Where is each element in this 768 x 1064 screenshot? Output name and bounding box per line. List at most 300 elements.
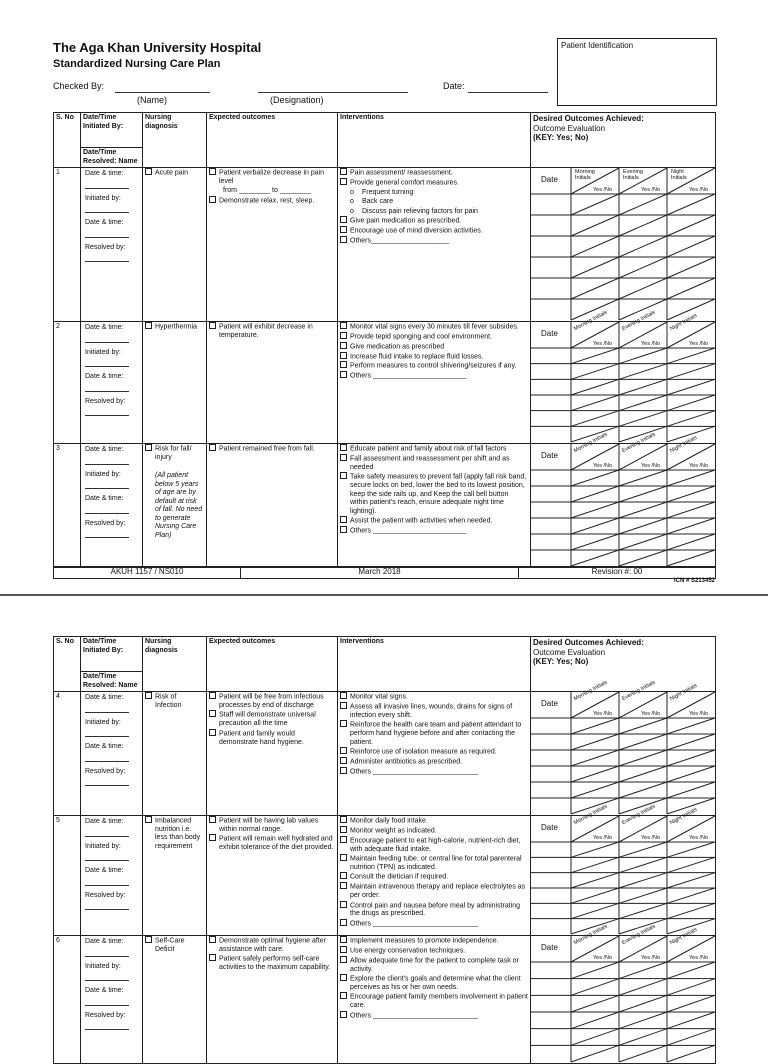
resolved-by-label: Resolved by: [85,767,126,775]
intervention-text: Provide tepid sponging and cool environment. [350,333,493,341]
row-number: 4 [54,692,81,816]
table-row [54,168,716,322]
datetime-field [85,987,140,1006]
grid-line [571,842,619,857]
outcome-item [209,197,335,206]
grid-line [571,873,619,888]
checkbox-icon[interactable] [209,322,216,329]
checkbox-icon[interactable] [145,692,152,699]
table-row [54,936,716,1064]
datetime-field [85,1012,140,1031]
morning-initials-label: Morning Initials [573,803,609,827]
checkbox-icon[interactable] [209,168,216,175]
key-label: (KEY: Yes; No) [533,133,589,142]
outcome-item [209,187,335,196]
evening-initials-label: Evening Initials [623,169,643,181]
intervention-item [340,758,528,767]
grid-line [571,236,619,257]
datetime-resolved-label: Date/Time Resolved: Name [83,149,138,165]
footer-form-no: AKUH 1157 / NS010 [54,567,241,579]
diagnosis-item [145,445,204,462]
grid-line [571,1045,619,1062]
grid-line [619,903,667,918]
intervention-text: Give pain medication as prescribed. [350,217,462,225]
outcome-date-label: Date [541,823,558,832]
desired-outcomes-label: Desired Outcomes Achieved: [533,638,644,647]
checkbox-icon[interactable] [209,692,216,699]
intervention-text: Others ________________________ [350,527,467,535]
grid-line [667,766,715,782]
intervention-text: Reinforce use of isolation measure as required. [350,748,497,756]
datetime-initiated-label: Date/Time Initiated By: [81,637,142,672]
row-interventions-cell [338,692,531,816]
intervention-text: Implement measures to promote independence. [350,937,499,945]
morning-initials-label: Morning Initials [573,679,609,703]
datetime-field [85,219,140,238]
row-datetime-cell [81,168,143,322]
row-diagnosis-cell [143,168,207,322]
resolved-by-label: Resolved by: [85,1011,126,1019]
yes-no-label: Yes /No [689,955,709,961]
grid-line [619,962,667,979]
intervention-item [340,837,528,854]
grid-line [571,857,619,872]
outcome-item [209,955,335,972]
checkbox-icon[interactable] [340,1011,347,1018]
checkbox-icon[interactable] [340,872,347,879]
intervention-text: Explore the client's goals and determine what the client perceives as his or her own needs. [350,975,521,991]
outcome-date-label: Date [541,451,558,460]
entry-line[interactable] [85,504,129,514]
intervention-text: Encourage use of mind diversion activities. [350,227,483,235]
grid-line [619,873,667,888]
grid-line [667,278,715,299]
grid-line [619,718,667,734]
outcome-text: Patient will exhibit decrease in temperature. [219,323,313,339]
entry-line[interactable] [85,703,129,713]
checkbox-icon[interactable] [209,834,216,841]
date-time-label: Date & time: [85,373,124,380]
checkbox-icon[interactable] [340,332,347,339]
checkbox-icon[interactable] [340,178,347,185]
entry-line[interactable] [85,851,129,861]
date-time-label: Date & time: [85,170,124,177]
date-time-label: Date & time: [85,818,124,825]
date-time-label: Date & time: [85,743,124,750]
diagnosis-note: (All patient below 5 years of age are by default at risk of fall. No need to generate Nursing Care Plan) [155,472,203,539]
care-plan-grid [53,112,716,568]
checkbox-icon[interactable] [340,826,347,833]
checkbox-icon[interactable] [145,168,152,175]
datetime-field [85,938,140,957]
datetime-resolved-label: Date/Time Resolved: Name [83,673,138,689]
grid-line [667,718,715,734]
evening-initials-label: Evening Initials [621,431,657,455]
intervention-text: Monitor weight as indicated. [350,827,437,835]
grid-line [667,1045,715,1062]
entry-line[interactable] [85,727,129,737]
outcome-text: from ________ to ________ [223,187,311,195]
checkbox-icon[interactable] [145,936,152,943]
checkbox-icon[interactable] [340,747,347,754]
intervention-item [340,817,528,826]
entry-line[interactable] [85,752,129,762]
checkbox-icon[interactable] [340,946,347,953]
yes-no-label: Yes /No [689,341,709,347]
yes-no-label: Yes /No [593,835,613,841]
intervention-item [340,372,528,381]
row-evaluation-cell [531,679,716,816]
outcome-item [209,817,335,834]
yes-no-label: Yes /No [593,187,613,193]
checkbox-icon[interactable] [340,767,347,774]
grid-line [619,236,667,257]
header-date-line[interactable] [468,92,548,93]
yes-no-label: Yes /No [689,463,709,469]
grid-line [571,888,619,903]
diagnosis-text: Acute pain [155,169,189,177]
diagnosis-item [145,817,204,851]
checkbox-icon[interactable] [340,720,347,727]
row-number: 6 [54,936,81,1064]
morning-initials-label: Morning Initials [573,431,609,455]
intervention-item [340,473,528,516]
entry-line[interactable] [85,382,129,392]
yes-no-label: Yes /No [593,711,613,717]
intervention-text: Monitor vital signs. [350,693,408,701]
entry-line[interactable] [85,252,129,262]
entry-line[interactable] [85,1020,129,1030]
checkbox-icon[interactable] [209,729,216,736]
grid-line [619,766,667,782]
row-evaluation-cell [531,431,716,568]
checkbox-icon[interactable] [145,816,152,823]
form-title: Standardized Nursing Care Plan [53,58,221,70]
hospital-name: The Aga Khan University Hospital [53,40,262,55]
table-row [54,322,716,444]
row-diagnosis-cell [143,444,207,568]
table-row [54,444,716,568]
datetime-field [85,719,140,738]
diagnosis-text: Hyperthermia [155,323,198,331]
table-header-row [54,637,716,692]
outcomes-header-label: Expected outcomes [209,114,276,121]
grid-line [619,486,667,502]
datetime-field [85,963,140,982]
col-sno-header [54,113,81,168]
checkbox-icon[interactable] [145,322,152,329]
grid-line [571,962,619,979]
checkbox-icon[interactable] [340,322,347,329]
checkbox-icon[interactable] [340,342,347,349]
entry-line[interactable] [85,179,129,189]
outcome-item [209,937,335,954]
checkbox-icon[interactable] [340,236,347,243]
checkbox-icon[interactable] [340,836,347,843]
grid-line [571,278,619,299]
initiated-by-label: Initiated by: [85,194,121,202]
datetime-field [85,170,140,189]
intervention-item [340,937,528,946]
row-interventions-cell [338,444,531,568]
table-header-row [54,113,716,168]
grid-line [571,782,619,798]
checkbox-icon[interactable] [340,444,347,451]
grid-line [667,411,715,427]
entry-line[interactable] [85,528,129,538]
datetime-field [85,373,140,392]
bullet-o-icon: o [350,188,354,196]
entry-line[interactable] [85,333,129,343]
grid-line [619,995,667,1012]
intervention-text: Back care [362,198,394,206]
grid-line [619,534,667,550]
intervention-item [340,179,528,188]
sno-header-label: S. No [56,638,74,645]
row-interventions-cell [338,936,531,1064]
intervention-item [340,703,528,720]
grid-line [667,842,715,857]
grid-line [571,734,619,750]
datetime-field [85,892,140,911]
intervention-text: Frequent turning [362,188,414,196]
grid-line [619,1029,667,1046]
outcome-date-label: Date [541,943,558,952]
datetime-field [85,324,140,343]
outcome-date-label: Date [541,175,558,184]
checkbox-icon[interactable] [340,472,347,479]
entry-line[interactable] [85,479,129,489]
checkbox-icon[interactable] [340,936,347,943]
datetime-field [85,694,140,713]
entry-line[interactable] [85,228,129,238]
grid-line [667,470,715,486]
night-initials-label: Night Initials [669,926,699,947]
checkbox-icon[interactable] [340,901,347,908]
entry-line[interactable] [85,971,129,981]
grid-line [619,502,667,518]
grid-line [667,194,715,215]
col-diagnosis-header [143,637,207,692]
checkbox-icon[interactable] [209,710,216,717]
grid-line [619,979,667,996]
entry-line[interactable] [85,947,129,957]
footer-date: March 2018 [241,567,519,579]
grid-line [571,348,619,364]
designation-label: (Designation) [270,95,324,105]
grid-line [571,903,619,918]
entry-line[interactable] [85,406,129,416]
row-datetime-cell [81,692,143,816]
evening-initials-label: Evening Initials [621,309,657,333]
yes-no-label: Yes /No [641,341,661,347]
entry-line[interactable] [85,996,129,1006]
grid-line [667,550,715,566]
checked-by-designation-line[interactable] [258,92,408,93]
grid-line [667,379,715,395]
checkbox-icon[interactable] [340,974,347,981]
diagnosis-header-label: Nursing diagnosis [145,114,178,130]
row-outcomes-cell [207,444,338,568]
grid-line [619,470,667,486]
night-initials-label: Night Initials [669,682,699,703]
icn-number: ICN # S213452 [673,578,715,584]
grid-line [619,364,667,380]
entry-line[interactable] [85,900,129,910]
entry-line[interactable] [85,876,129,886]
checkbox-icon[interactable] [340,516,347,523]
checked-by-name-line[interactable] [115,92,210,93]
checkbox-icon[interactable] [340,816,347,823]
row-outcomes-cell [207,816,338,936]
intervention-text: Administer antibiotics as prescribed. [350,758,463,766]
outcome-text: Demonstrate optimal hygiene after assistance with care. [219,937,326,953]
checked-by-label: Checked By: [53,81,105,91]
checkbox-icon[interactable] [340,919,347,926]
intervention-item [340,957,528,974]
yes-no-label: Yes /No [641,711,661,717]
col-sno-header [54,637,81,692]
outcome-evaluation-grid [531,679,715,814]
intervention-item [340,527,528,536]
grid-line [571,194,619,215]
care-plan-grid [53,636,716,1064]
col-outcomes-header [207,637,338,692]
intervention-item [340,237,528,246]
intervention-item [340,1012,528,1021]
entry-line[interactable] [85,203,129,213]
checkbox-icon[interactable] [340,757,347,764]
bullet-o-icon: o [350,207,354,215]
datetime-field [85,349,140,368]
row-evaluation-cell [531,803,716,936]
col-desired-header [531,637,716,692]
row-diagnosis-cell [143,692,207,816]
datetime-field [85,446,140,465]
night-initials-label: Night Initials [671,169,687,181]
checkbox-icon[interactable] [340,692,347,699]
grid-line [619,550,667,566]
date-time-label: Date & time: [85,495,124,502]
night-initials-label: Night Initials [669,806,699,827]
checkbox-icon[interactable] [340,992,347,999]
outcome-text: Patient will be free from infectious processes by end of discharge [219,693,324,709]
datetime-field [85,768,140,787]
intervention-text: Assess all invasive lines, wounds, drains for signs of infection every shift. [350,703,513,719]
grid-line [667,364,715,380]
diagnosis-header-label: Nursing diagnosis [145,638,178,654]
entry-line[interactable] [85,827,129,837]
grid-line [667,257,715,278]
grid-line [667,395,715,411]
grid-line [667,502,715,518]
grid-line [619,278,667,299]
grid-line [619,395,667,411]
morning-initials-label: Morning Initials [575,169,595,181]
intervention-text: Discuss pain relieving factors for pain [362,207,478,215]
grid-line [619,1012,667,1029]
checkbox-icon[interactable] [340,702,347,709]
grid-line [571,395,619,411]
checkbox-icon[interactable] [145,444,152,451]
sno-header-label: S. No [56,114,74,121]
col-outcomes-header [207,113,338,168]
checkbox-icon[interactable] [340,956,347,963]
intervention-text: Assist the patient with activities when needed. [350,517,493,525]
row-datetime-cell [81,816,143,936]
col-datetime-header [81,113,143,168]
checkbox-icon[interactable] [340,882,347,889]
key-label: (KEY: Yes; No) [533,657,589,666]
entry-line[interactable] [85,776,129,786]
yes-no-label: Yes /No [593,463,613,469]
intervention-item [340,198,528,207]
entry-line[interactable] [85,455,129,465]
checkbox-icon[interactable] [209,444,216,451]
row-outcomes-cell [207,168,338,322]
resolved-by-label: Resolved by: [85,891,126,899]
diagnosis-text: Risk for fall/ injury [155,445,192,461]
initiated-by-label: Initiated by: [85,842,121,850]
diagnosis-item [145,169,204,178]
checkbox-icon[interactable] [340,526,347,533]
grid-line [667,782,715,798]
row-number: 5 [54,816,81,936]
intervention-text: Encourage patient family members involvement in patient care. [350,993,528,1010]
datetime-field [85,398,140,417]
outcome-item [209,169,335,186]
morning-initials-label: Morning Initials [573,923,609,947]
checkbox-icon[interactable] [340,352,347,359]
patient-identification-box[interactable] [557,38,717,106]
intervention-item [340,975,528,992]
diagnosis-item [145,937,204,954]
grid-line [667,962,715,979]
grid-line [571,379,619,395]
grid-line [667,518,715,534]
checkbox-icon[interactable] [340,371,347,378]
checkbox-icon[interactable] [209,196,216,203]
checkbox-icon[interactable] [340,226,347,233]
checkbox-icon[interactable] [209,816,216,823]
checkbox-icon[interactable] [340,168,347,175]
checkbox-icon[interactable] [209,954,216,961]
checkbox-icon[interactable] [340,361,347,368]
checkbox-icon[interactable] [340,216,347,223]
row-number: 2 [54,322,81,444]
yes-no-label: Yes /No [689,711,709,717]
grid-line [667,1012,715,1029]
grid-line [667,348,715,364]
row-evaluation-cell [531,309,716,444]
intervention-item [340,189,528,198]
outcome-text: Patient verbalize decrease in pain level [219,169,325,185]
checkbox-icon[interactable] [340,854,347,861]
resolved-by-label: Resolved by: [85,519,126,527]
datetime-field [85,843,140,862]
desired-outcomes-label: Desired Outcomes Achieved: [533,114,644,123]
checkbox-icon[interactable] [209,936,216,943]
intervention-text: Educate patient and family about risk of fall factors [350,445,507,453]
form-page-2 [0,598,768,1024]
outcome-item [209,323,335,340]
col-desired-header [531,113,716,168]
evening-initials-label: Evening Initials [621,679,657,703]
entry-line[interactable] [85,357,129,367]
diagnosis-text: Risk of Infection [155,693,182,709]
row-interventions-cell [338,322,531,444]
checkbox-icon[interactable] [340,454,347,461]
